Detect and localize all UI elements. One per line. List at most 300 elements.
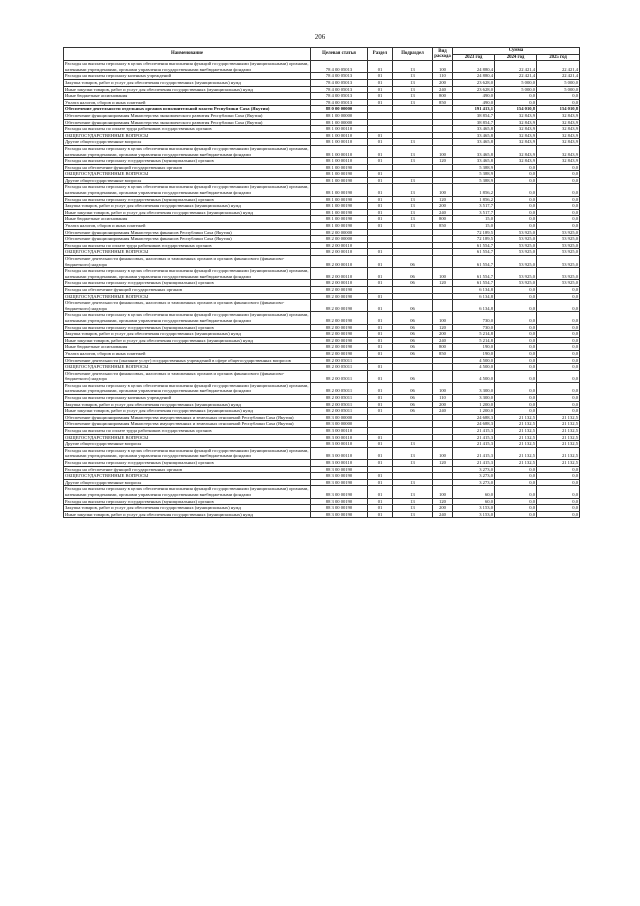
cell-sum-2024: 0,0 <box>495 300 537 312</box>
cell-name: ОБЩЕГОСУДАРСТВЕННЫЕ ВОПРОСЫ <box>64 364 311 371</box>
cell-sum-2024: 21 132,5 <box>495 441 537 448</box>
cell-target: 88 2 00 00190 <box>311 293 368 300</box>
cell-sum-2024: 22 421,4 <box>495 61 537 73</box>
cell-section: 01 <box>368 479 393 486</box>
table-row <box>64 242 580 249</box>
cell-section: 01 <box>368 139 393 146</box>
cell-target: 88 1 00 00110 <box>311 126 368 133</box>
cell-sum-2023: 21 415,3 <box>453 447 495 459</box>
cell-sum-2025: 53 925,0 <box>537 242 580 249</box>
cell-subsection: 06 <box>393 350 433 357</box>
cell-section: 01 <box>368 223 393 230</box>
cell-expense-type: 240 <box>433 86 453 93</box>
cell-sum-2024: 0,0 <box>495 505 537 512</box>
cell-sum-2025: 0,0 <box>537 164 580 171</box>
cell-subsection: 13 <box>393 99 433 106</box>
cell-sum-2023: 6 134,8 <box>453 293 495 300</box>
cell-name: Другие общегосударственные вопросы <box>64 139 311 146</box>
cell-sum-2023: 33 465,8 <box>453 145 495 157</box>
cell-target: 78 4 00 05013 <box>311 73 368 80</box>
cell-name: Иные закупки товаров, работ и услуг для обеспечения государственных (муниципальных) нужд <box>64 408 311 415</box>
cell-sum-2024: 0,0 <box>495 382 537 394</box>
budget-table <box>63 47 580 518</box>
cell-sum-2023: 33 465,8 <box>453 132 495 139</box>
table-row <box>64 99 580 106</box>
cell-section: 01 <box>368 249 393 256</box>
table-row <box>64 331 580 338</box>
cell-sum-2023: 3 153,0 <box>453 505 495 512</box>
cell-sum-2025: 154 010,8 <box>537 106 580 113</box>
cell-subsection: 13 <box>393 216 433 223</box>
cell-subsection: 06 <box>393 312 433 324</box>
cell-name: Обеспечение функционирования Министерства имущественных и земельных отношений Республики Саха (Якутия) <box>64 414 311 421</box>
cell-name: Обеспечение деятельности финансовых, налоговых и таможенных органов и органов финансового (финансово-бюджетного) надзора <box>64 256 311 268</box>
cell-sum-2025: 0,0 <box>537 370 580 382</box>
cell-sum-2023: 730,0 <box>453 324 495 331</box>
cell-target: 88 3 00 00110 <box>311 447 368 459</box>
cell-target: 88 2 00 00190 <box>311 324 368 331</box>
cell-subsection: 06 <box>393 382 433 394</box>
cell-expense-type: 850 <box>433 99 453 106</box>
table-row <box>64 428 580 435</box>
cell-subsection: 13 <box>393 177 433 184</box>
table-row <box>64 286 580 293</box>
cell-section <box>368 421 393 428</box>
cell-expense-type <box>433 256 453 268</box>
cell-sum-2024: 0,0 <box>495 408 537 415</box>
table-row <box>64 177 580 184</box>
cell-section: 01 <box>368 382 393 394</box>
cell-subsection <box>393 242 433 249</box>
table-row <box>64 344 580 351</box>
cell-sum-2023: 490,0 <box>453 99 495 106</box>
cell-expense-type <box>433 466 453 473</box>
cell-expense-type <box>433 370 453 382</box>
cell-subsection: 13 <box>393 158 433 165</box>
table-row <box>64 350 580 357</box>
cell-subsection: 13 <box>393 209 433 216</box>
cell-sum-2025: 32 843,9 <box>537 119 580 126</box>
cell-name: Иные бюджетные ассигнования <box>64 93 311 100</box>
table-row <box>64 479 580 486</box>
cell-name: Расходы на выплаты персоналу государственных (муниципальных) органов <box>64 324 311 331</box>
cell-sum-2025: 0,0 <box>537 486 580 498</box>
cell-name: Уплата налогов, сборов и иных платежей <box>64 223 311 230</box>
cell-subsection <box>393 357 433 364</box>
cell-section <box>368 242 393 249</box>
table-row <box>64 139 580 146</box>
cell-sum-2024: 21 132,5 <box>495 434 537 441</box>
table-row <box>64 300 580 312</box>
cell-subsection <box>393 164 433 171</box>
cell-expense-type <box>433 171 453 178</box>
cell-target: 88 1 00 00190 <box>311 184 368 196</box>
table-row <box>64 312 580 324</box>
cell-sum-2023: 5 388,9 <box>453 171 495 178</box>
header-subsection: Подраздел <box>393 48 433 61</box>
cell-name: Расходы на выплаты персоналу в целях обеспечения выполнения функций государственными (муниципальными) органами, казенными учреждениями, органами управления государственными внебюджетными фондами <box>64 486 311 498</box>
cell-target: 88 2 00 00190 <box>311 350 368 357</box>
cell-sum-2025: 0,0 <box>537 331 580 338</box>
cell-subsection: 06 <box>393 268 433 280</box>
cell-sum-2025: 32 843,9 <box>537 158 580 165</box>
cell-sum-2025: 0,0 <box>537 99 580 106</box>
cell-target: 88 3 00 00110 <box>311 441 368 448</box>
cell-name: Расходы на выплаты персоналу государственных (муниципальных) органов <box>64 280 311 287</box>
cell-sum-2025: 0,0 <box>537 498 580 505</box>
cell-subsection <box>393 434 433 441</box>
cell-subsection <box>393 236 433 243</box>
cell-section: 01 <box>368 486 393 498</box>
cell-sum-2025: 0,0 <box>537 177 580 184</box>
cell-sum-2025: 32 843,9 <box>537 139 580 146</box>
cell-target: 88 1 00 00190 <box>311 177 368 184</box>
cell-sum-2025: 21 132,5 <box>537 428 580 435</box>
cell-section <box>368 428 393 435</box>
cell-sum-2024: 32 843,9 <box>495 158 537 165</box>
cell-subsection <box>393 414 433 421</box>
cell-sum-2023: 21 415,3 <box>453 434 495 441</box>
cell-target: 88 2 00 05011 <box>311 357 368 364</box>
cell-target: 88 2 00 00110 <box>311 280 368 287</box>
cell-expense-type: 100 <box>433 312 453 324</box>
cell-section: 01 <box>368 312 393 324</box>
table-row <box>64 216 580 223</box>
table-row <box>64 364 580 371</box>
table-row <box>64 93 580 100</box>
cell-sum-2025: 53 925,0 <box>537 229 580 236</box>
cell-name: Уплата налогов, сборов и иных платежей <box>64 350 311 357</box>
cell-target: 88 2 00 05011 <box>311 370 368 382</box>
cell-subsection: 13 <box>393 511 433 518</box>
cell-section: 01 <box>368 498 393 505</box>
cell-sum-2025: 0,0 <box>537 337 580 344</box>
table-row <box>64 460 580 467</box>
table-row <box>64 370 580 382</box>
cell-target: 88 2 00 00110 <box>311 268 368 280</box>
cell-sum-2024: 0,0 <box>495 286 537 293</box>
cell-sum-2025: 0,0 <box>537 216 580 223</box>
table-row <box>64 106 580 113</box>
table-row <box>64 280 580 287</box>
cell-sum-2023: 24 880,4 <box>453 73 495 80</box>
cell-subsection: 13 <box>393 184 433 196</box>
cell-section <box>368 106 393 113</box>
cell-sum-2024: 21 132,5 <box>495 421 537 428</box>
cell-expense-type <box>433 286 453 293</box>
cell-expense-type <box>433 293 453 300</box>
cell-sum-2025: 21 132,5 <box>537 441 580 448</box>
cell-sum-2025: 0,0 <box>537 479 580 486</box>
cell-section: 01 <box>368 300 393 312</box>
cell-sum-2024: 53 925,0 <box>495 242 537 249</box>
cell-subsection: 06 <box>393 280 433 287</box>
cell-subsection: 13 <box>393 61 433 73</box>
cell-name: Расходы на обеспечение функций государственных органов <box>64 466 311 473</box>
cell-expense-type <box>433 414 453 421</box>
cell-section <box>368 466 393 473</box>
cell-name: ОБЩЕГОСУДАРСТВЕННЫЕ ВОПРОСЫ <box>64 473 311 480</box>
table-row <box>64 441 580 448</box>
cell-sum-2025: 0,0 <box>537 293 580 300</box>
cell-sum-2023: 61 554,7 <box>453 268 495 280</box>
cell-target: 88 3 00 00190 <box>311 511 368 518</box>
cell-section: 01 <box>368 505 393 512</box>
cell-sum-2024: 53 925,0 <box>495 249 537 256</box>
cell-sum-2023: 5 388,9 <box>453 177 495 184</box>
cell-sum-2025: 53 925,0 <box>537 268 580 280</box>
cell-sum-2023: 6 134,8 <box>453 300 495 312</box>
cell-name: Закупка товаров, работ и услуг для обеспечения государственных (муниципальных) нужд <box>64 505 311 512</box>
cell-sum-2025: 0,0 <box>537 300 580 312</box>
cell-name: Расходы на выплаты персоналу казенных учреждений <box>64 395 311 402</box>
cell-target: 88 1 00 00190 <box>311 209 368 216</box>
cell-expense-type <box>433 112 453 119</box>
cell-section: 01 <box>368 86 393 93</box>
cell-sum-2025: 32 843,9 <box>537 112 580 119</box>
cell-expense-type <box>433 236 453 243</box>
cell-expense-type <box>433 177 453 184</box>
table-row <box>64 337 580 344</box>
table-row <box>64 209 580 216</box>
cell-target: 88 2 00 00000 <box>311 229 368 236</box>
cell-section: 01 <box>368 93 393 100</box>
cell-target: 88 3 00 00110 <box>311 428 368 435</box>
table-row <box>64 164 580 171</box>
cell-expense-type: 240 <box>433 408 453 415</box>
cell-expense-type <box>433 126 453 133</box>
page-number: 206 <box>314 33 326 41</box>
cell-sum-2023: 190,0 <box>453 350 495 357</box>
cell-subsection <box>393 421 433 428</box>
cell-sum-2024: 0,0 <box>495 184 537 196</box>
cell-expense-type <box>433 428 453 435</box>
cell-sum-2024: 0,0 <box>495 223 537 230</box>
cell-expense-type: 110 <box>433 395 453 402</box>
cell-section: 01 <box>368 209 393 216</box>
cell-subsection: 13 <box>393 203 433 210</box>
cell-sum-2025: 0,0 <box>537 324 580 331</box>
cell-section <box>368 236 393 243</box>
cell-sum-2025: 0,0 <box>537 466 580 473</box>
cell-expense-type: 100 <box>433 268 453 280</box>
cell-expense-type: 850 <box>433 223 453 230</box>
cell-subsection: 13 <box>393 223 433 230</box>
cell-sum-2023: 490,0 <box>453 93 495 100</box>
cell-sum-2024: 53 925,0 <box>495 268 537 280</box>
cell-sum-2023: 33 465,8 <box>453 139 495 146</box>
cell-expense-type: 100 <box>433 61 453 73</box>
cell-name: Расходы на выплаты персоналу в целях обеспечения выполнения функций государственными (муниципальными) органами, казенными учреждениями, органами управления государственными внебюджетными фондами <box>64 145 311 157</box>
cell-section: 01 <box>368 203 393 210</box>
cell-expense-type: 200 <box>433 401 453 408</box>
cell-name: Иные бюджетные ассигнования <box>64 216 311 223</box>
cell-sum-2024: 0,0 <box>495 473 537 480</box>
cell-sum-2025: 0,0 <box>537 184 580 196</box>
cell-target: 78 4 00 05013 <box>311 61 368 73</box>
cell-subsection: 13 <box>393 86 433 93</box>
cell-sum-2024: 0,0 <box>495 486 537 498</box>
cell-sum-2024: 22 421,4 <box>495 73 537 80</box>
cell-target: 88 3 00 00190 <box>311 473 368 480</box>
cell-section: 01 <box>368 441 393 448</box>
cell-sum-2023: 33 465,8 <box>453 126 495 133</box>
cell-section: 01 <box>368 256 393 268</box>
cell-section: 01 <box>368 177 393 184</box>
cell-name: Другие общегосударственные вопросы <box>64 479 311 486</box>
cell-section: 01 <box>368 61 393 73</box>
cell-target: 78 4 00 05013 <box>311 93 368 100</box>
cell-sum-2024: 0,0 <box>495 357 537 364</box>
cell-name: ОБЩЕГОСУДАРСТВЕННЫЕ ВОПРОСЫ <box>64 293 311 300</box>
cell-section: 01 <box>368 350 393 357</box>
cell-sum-2025: 21 132,5 <box>537 414 580 421</box>
table-row <box>64 132 580 139</box>
cell-sum-2024: 0,0 <box>495 196 537 203</box>
cell-subsection: 06 <box>393 300 433 312</box>
cell-name: ОБЩЕГОСУДАРСТВЕННЫЕ ВОПРОСЫ <box>64 171 311 178</box>
cell-sum-2023: 33 465,8 <box>453 158 495 165</box>
cell-sum-2023: 23 628,0 <box>453 86 495 93</box>
cell-sum-2024: 0,0 <box>495 331 537 338</box>
table-row <box>64 79 580 86</box>
cell-name: Расходы на выплаты персоналу государственных (муниципальных) органов <box>64 158 311 165</box>
cell-sum-2025: 0,0 <box>537 350 580 357</box>
cell-section: 01 <box>368 158 393 165</box>
cell-name: ОБЩЕГОСУДАРСТВЕННЫЕ ВОПРОСЫ <box>64 434 311 441</box>
cell-target: 88 1 00 00110 <box>311 132 368 139</box>
cell-section <box>368 229 393 236</box>
cell-section: 01 <box>368 268 393 280</box>
cell-name: Расходы на выплаты персоналу государственных (муниципальных) органов <box>64 196 311 203</box>
cell-target: 88 2 00 05011 <box>311 364 368 371</box>
cell-sum-2023: 3 517,7 <box>453 209 495 216</box>
cell-section: 01 <box>368 401 393 408</box>
cell-expense-type <box>433 364 453 371</box>
cell-name: Расходы на обеспечение функций государственных органов <box>64 164 311 171</box>
cell-sum-2024: 32 843,9 <box>495 126 537 133</box>
table-row <box>64 357 580 364</box>
cell-section: 01 <box>368 408 393 415</box>
cell-expense-type: 200 <box>433 203 453 210</box>
cell-target: 88 1 00 00110 <box>311 158 368 165</box>
table-row <box>64 184 580 196</box>
cell-sum-2024: 0,0 <box>495 203 537 210</box>
cell-section: 01 <box>368 145 393 157</box>
cell-name: Расходы на выплаты по оплате труда работников государственных органов <box>64 428 311 435</box>
cell-subsection <box>393 132 433 139</box>
cell-target: 88 2 00 05011 <box>311 401 368 408</box>
table-row <box>64 421 580 428</box>
cell-sum-2024: 0,0 <box>495 209 537 216</box>
cell-name: Обеспечение функционирования Министерства экономического развития Республики Саха (Якутия) <box>64 119 311 126</box>
table-row <box>64 268 580 280</box>
table-row <box>64 256 580 268</box>
table-row <box>64 126 580 133</box>
cell-sum-2023: 60,0 <box>453 486 495 498</box>
cell-section <box>368 126 393 133</box>
cell-expense-type <box>433 249 453 256</box>
cell-expense-type <box>433 421 453 428</box>
cell-target: 88 3 00 00190 <box>311 466 368 473</box>
cell-expense-type: 800 <box>433 216 453 223</box>
cell-expense-type: 800 <box>433 344 453 351</box>
cell-name: Расходы на выплаты персоналу государственных (муниципальных) органов <box>64 460 311 467</box>
cell-subsection <box>393 286 433 293</box>
cell-sum-2025: 0,0 <box>537 382 580 394</box>
cell-name: Расходы на выплаты персоналу в целях обеспечения выполнения функций государственными (муниципальными) органами, казенными учреждениями, органами управления государственными внебюджетными фондами <box>64 184 311 196</box>
cell-expense-type <box>433 357 453 364</box>
cell-sum-2024: 0,0 <box>495 395 537 402</box>
cell-expense-type: 120 <box>433 460 453 467</box>
cell-section: 01 <box>368 447 393 459</box>
cell-sum-2024: 53 925,0 <box>495 236 537 243</box>
header-2024: 2024 год <box>495 54 537 61</box>
table-row <box>64 401 580 408</box>
cell-section: 01 <box>368 364 393 371</box>
cell-subsection: 06 <box>393 401 433 408</box>
cell-name: Расходы на выплаты персоналу в целях обеспечения выполнения функций государственными (муниципальными) органами, казенными учреждениями, органами управления государственными внебюджетными фондами <box>64 312 311 324</box>
cell-subsection <box>393 466 433 473</box>
table-row <box>64 73 580 80</box>
cell-target: 88 2 00 00110 <box>311 256 368 268</box>
cell-sum-2025: 0,0 <box>537 209 580 216</box>
cell-sum-2023: 3 273,0 <box>453 473 495 480</box>
cell-target: 88 2 00 05011 <box>311 395 368 402</box>
cell-target: 88 2 00 00190 <box>311 344 368 351</box>
cell-section <box>368 112 393 119</box>
cell-sum-2025: 22 421,4 <box>537 61 580 73</box>
cell-target: 88 1 00 00190 <box>311 171 368 178</box>
cell-sum-2024: 0,0 <box>495 479 537 486</box>
cell-sum-2024: 0,0 <box>495 370 537 382</box>
cell-sum-2024: 32 843,9 <box>495 119 537 126</box>
cell-sum-2024: 0,0 <box>495 498 537 505</box>
table-row <box>64 447 580 459</box>
cell-sum-2025: 53 925,0 <box>537 256 580 268</box>
table-row <box>64 382 580 394</box>
table-row <box>64 249 580 256</box>
cell-subsection: 06 <box>393 370 433 382</box>
cell-name: Обеспечение деятельности финансовых, налоговых и таможенных органов и органов финансового (финансово-бюджетного) надзора <box>64 370 311 382</box>
cell-name: Уплата налогов, сборов и иных платежей <box>64 99 311 106</box>
cell-expense-type <box>433 106 453 113</box>
cell-target: 88 3 00 00110 <box>311 460 368 467</box>
cell-target: 88 1 00 00190 <box>311 223 368 230</box>
cell-subsection: 06 <box>393 331 433 338</box>
cell-section: 01 <box>368 293 393 300</box>
cell-target: 88 2 00 00190 <box>311 331 368 338</box>
header-2023: 2023 год <box>453 54 495 61</box>
cell-sum-2023: 1 200,0 <box>453 401 495 408</box>
cell-sum-2025: 32 843,9 <box>537 132 580 139</box>
table-row <box>64 395 580 402</box>
cell-expense-type: 800 <box>433 93 453 100</box>
header-sum: Сумма <box>453 48 580 55</box>
cell-sum-2024: 32 843,9 <box>495 145 537 157</box>
cell-sum-2023: 6 134,8 <box>453 286 495 293</box>
cell-section: 01 <box>368 99 393 106</box>
cell-expense-type <box>433 473 453 480</box>
cell-subsection: 06 <box>393 256 433 268</box>
cell-sum-2025: 5 000,0 <box>537 86 580 93</box>
table-row <box>64 203 580 210</box>
cell-name: Обеспечение функционирования Министерства экономического развития Республики Саха (Якутия) <box>64 112 311 119</box>
header-section: Раздел <box>368 48 393 61</box>
cell-sum-2024: 21 132,5 <box>495 428 537 435</box>
cell-name: Иные закупки товаров, работ и услуг для обеспечения государственных (муниципальных) нужд <box>64 209 311 216</box>
cell-target: 88 3 00 00110 <box>311 434 368 441</box>
